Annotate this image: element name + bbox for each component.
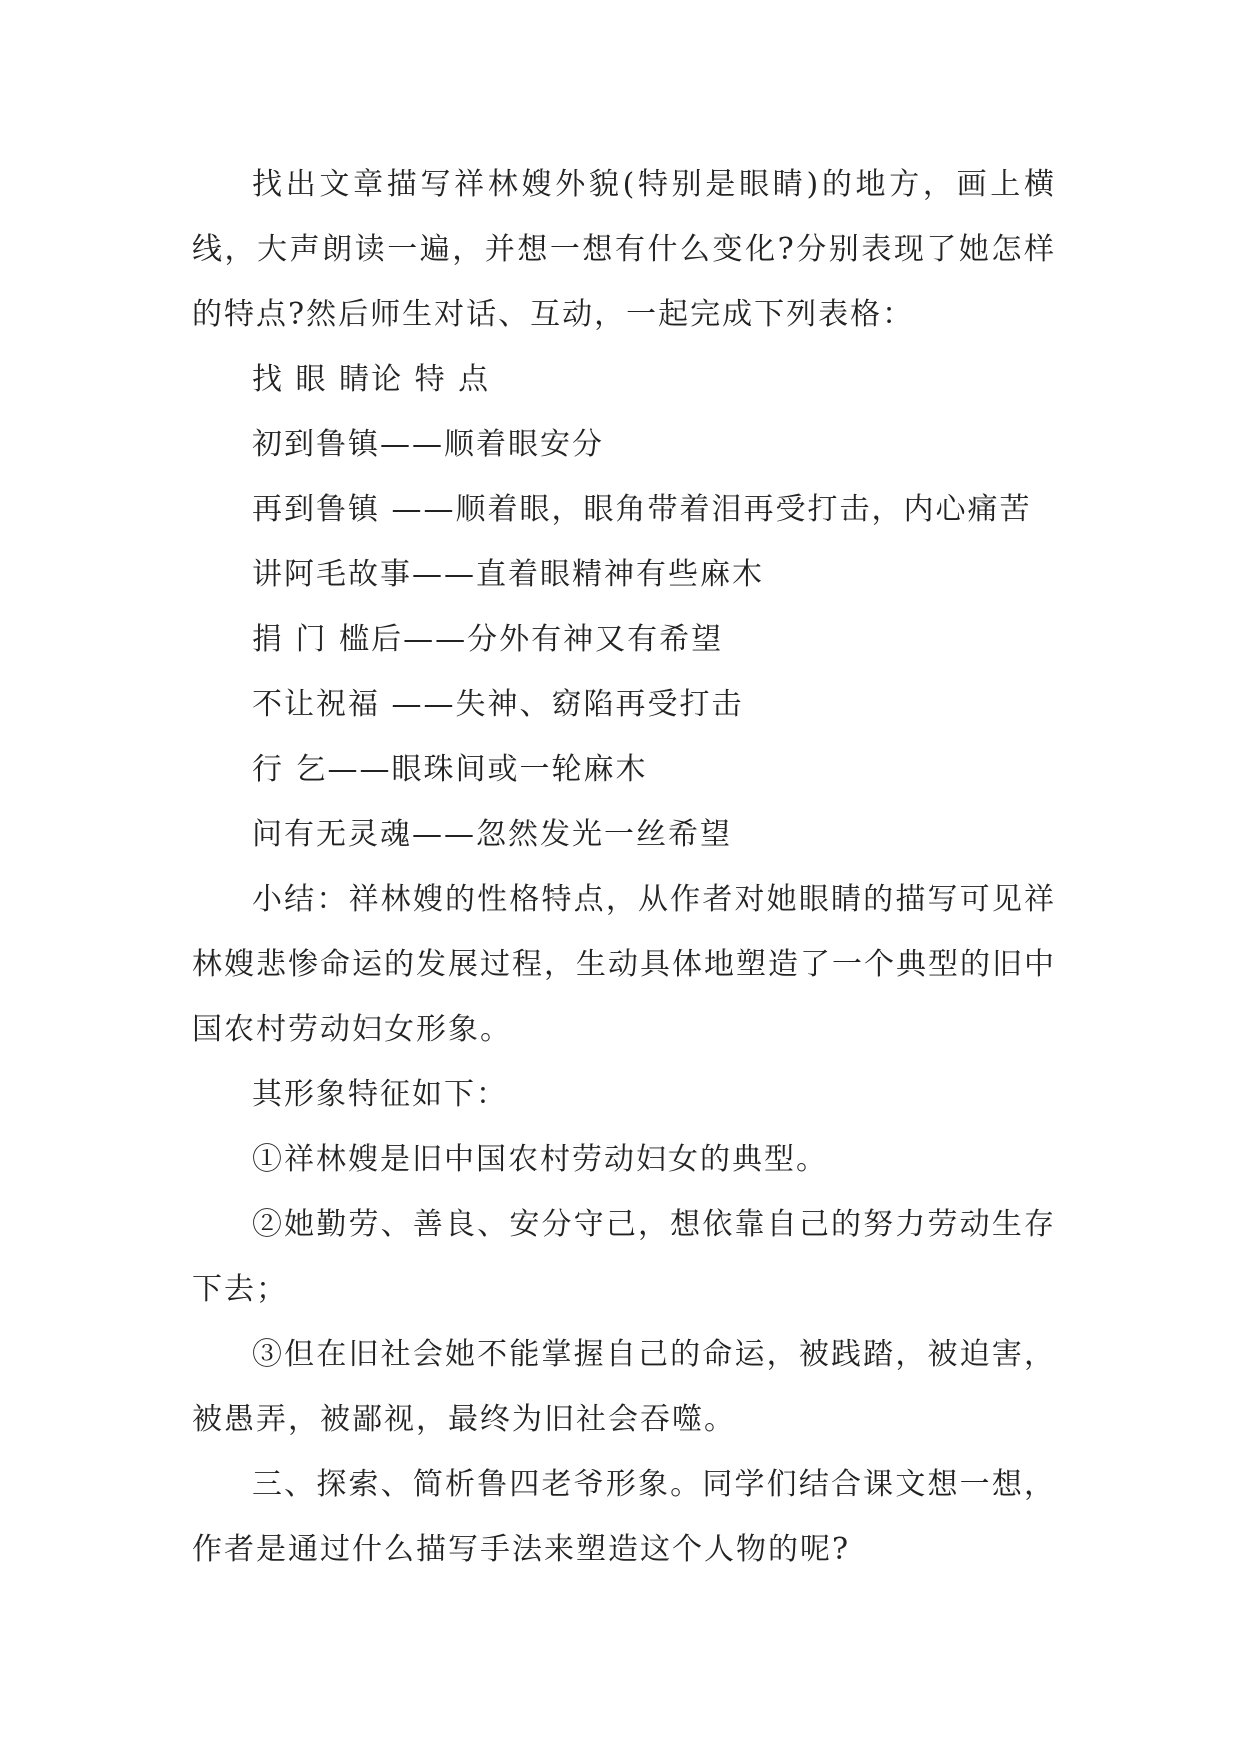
section-three-paragraph: 三、探索、简析鲁四老爷形象。同学们结合课文想一想，作者是通过什么描写手法来塑造这个人物的呢? (192, 1467, 1056, 1567)
feature-item: ②她勤劳、善良、安分守己，想依靠自己的努力劳动生存下去； (192, 1207, 1056, 1307)
summary-paragraph: 小结：祥林嫂的性格特点，从作者对她眼睛的描写可见祥林嫂悲惨命运的发展过程，生动具体地塑造了一个典型的旧中国农村劳动妇女形象。 (192, 882, 1056, 1047)
table-row: 行 乞——眼珠间或一轮麻木 (252, 752, 648, 787)
features-heading: 其形象特征如下： (252, 1077, 508, 1112)
feature-item: ①祥林嫂是旧中国农村劳动妇女的典型。 (252, 1142, 828, 1177)
table-row: 初到鲁镇——顺着眼安分 (252, 427, 604, 462)
table-row: 问有无灵魂——忽然发光一丝希望 (252, 817, 732, 852)
table-row: 捐 门 槛后——分外有神又有希望 (252, 622, 724, 657)
table-row: 再到鲁镇 ——顺着眼，眼角带着泪再受打击，内心痛苦 (252, 492, 1032, 527)
intro-paragraph: 找出文章描写祥林嫂外貌(特别是眼睛)的地方，画上横线，大声朗读一遍，并想一想有什么变化?分别表现了她怎样的特点?然后师生对话、互动，一起完成下列表格： (192, 167, 1056, 332)
table-row: 讲阿毛故事——直着眼精神有些麻木 (252, 557, 764, 592)
table-header: 找 眼 睛论 特 点 (252, 362, 491, 397)
document-body (192, 152, 1056, 1582)
table-row: 不让祝福 ——失神、窈陷再受打击 (252, 687, 744, 722)
feature-item: ③但在旧社会她不能掌握自己的命运，被践踏，被迫害，被愚弄，被鄙视，最终为旧社会吞噬。 (192, 1337, 1056, 1437)
